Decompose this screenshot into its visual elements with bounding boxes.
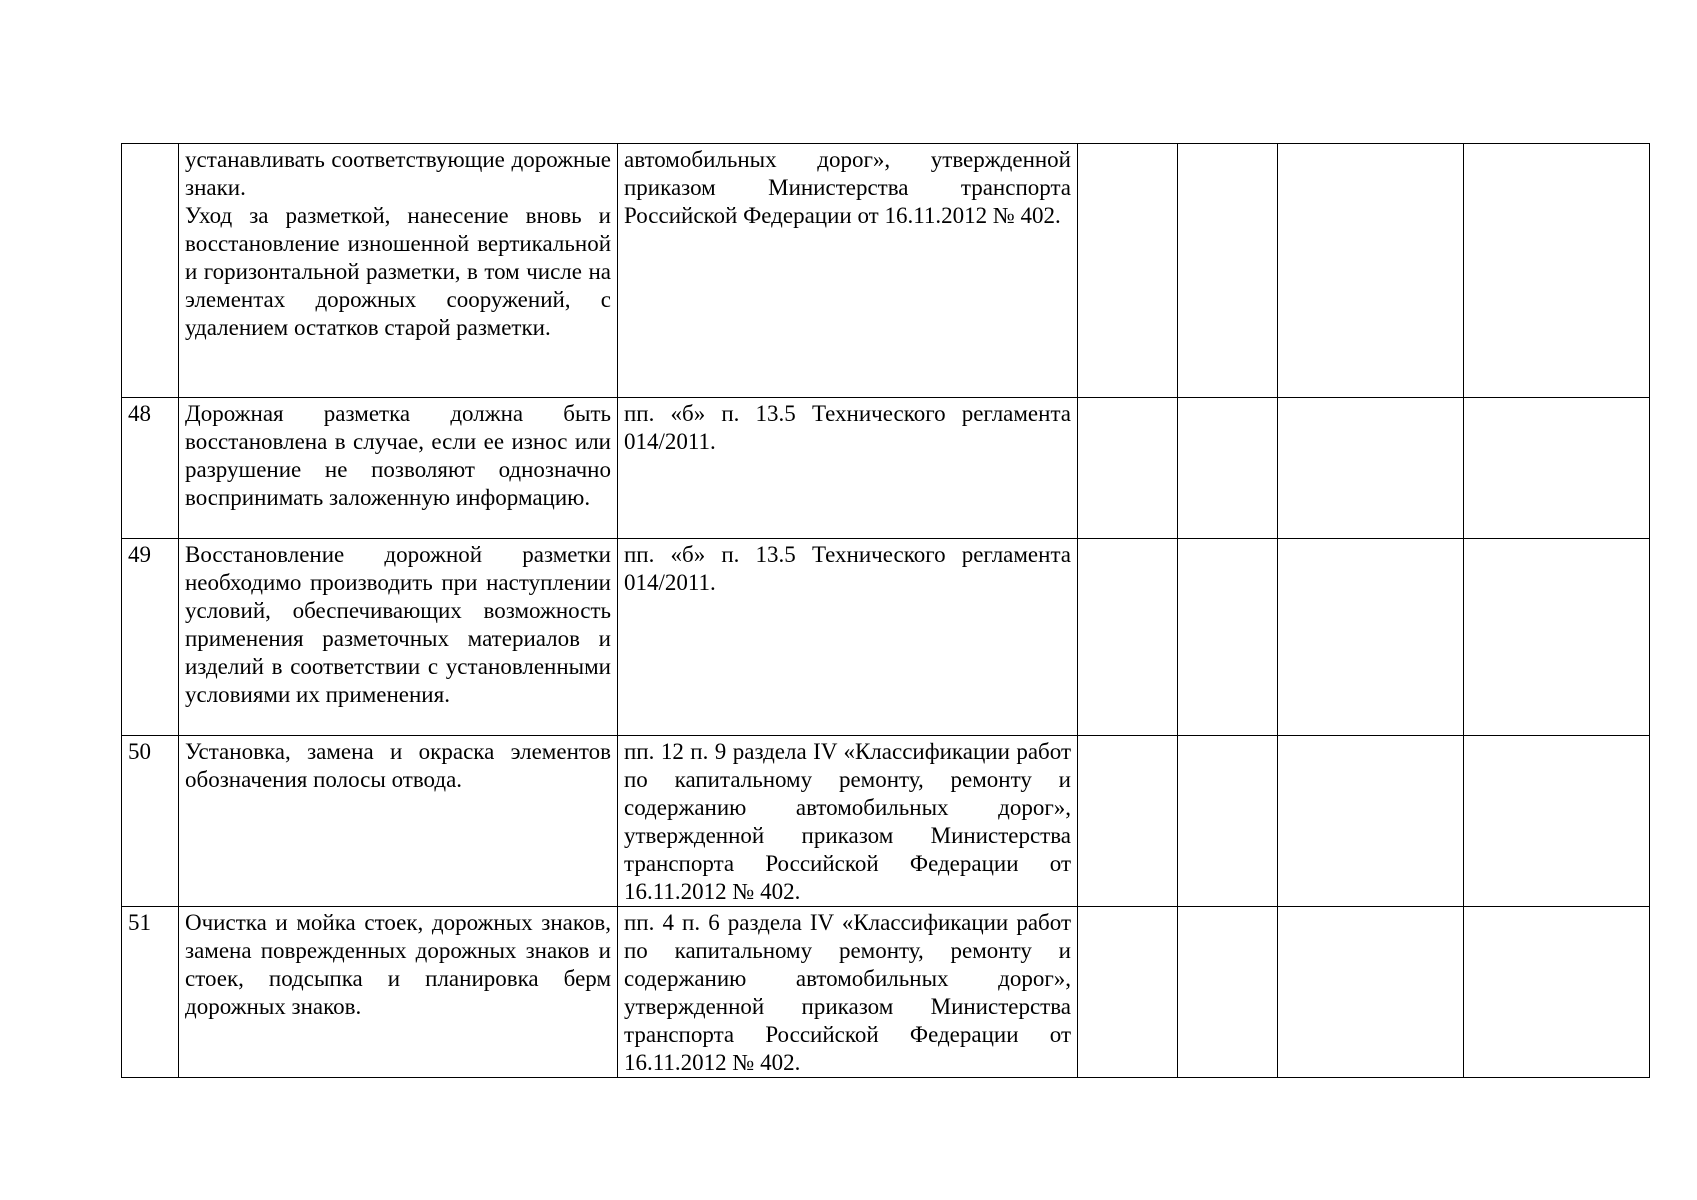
empty-cell [1278,398,1464,539]
requirement-cell [179,736,618,907]
requirement-text: Восстановление дорожной разметки необходимо производить при наступлении условий, обеспечивающих возможность применения разметочных материалов и изделий в соответствии с установленными условиями их применения. [185,542,611,707]
reference-text: пп. «б» п. 13.5 Технического регламента 014/2011. [624,401,1071,454]
table-row [122,907,1650,1078]
reference-cell [618,539,1078,736]
row-number-cell: 50 [122,736,179,907]
empty-cell [1078,736,1178,907]
reference-text: пп. «б» п. 13.5 Технического регламента 014/2011. [624,542,1071,595]
empty-cell [1278,539,1464,736]
requirement-text: Дорожная разметка должна быть восстановлена в случае, если ее износ или разрушение не позволяют однозначно воспринимать заложенную информацию. [185,401,611,510]
empty-cell [1178,736,1278,907]
reference-text: пп. 4 п. 6 раздела IV «Классификации работ по капитальному ремонту, ремонту и содержанию автомобильных дорог», утвержденной приказом Министерства транспорта Российской Федерации от 16.11.2012 № 402. [624,910,1071,1075]
requirements-table [121,143,1650,1078]
table-row [122,398,1650,539]
requirement-text: Очистка и мойка стоек, дорожных знаков, замена поврежденных дорожных знаков и стоек, подсыпка и планировка берм дорожных знаков. [185,910,611,1019]
row-number-cell: 51 [122,907,179,1078]
reference-cell [618,398,1078,539]
row-number-cell: 48 [122,398,179,539]
empty-cell [1178,398,1278,539]
empty-cell [1464,398,1650,539]
empty-cell [1464,144,1650,398]
reference-cell [618,144,1078,398]
empty-cell [1078,539,1178,736]
reference-cell [618,736,1078,907]
requirement-cell [179,398,618,539]
empty-cell [1178,144,1278,398]
empty-cell [1278,144,1464,398]
empty-cell [1464,736,1650,907]
reference-text: автомобильных дорог», утвержденной приказом Министерства транспорта Российской Федерации от 16.11.2012 № 402. [624,147,1071,228]
row-number-cell: 49 [122,539,179,736]
requirement-cell [179,539,618,736]
empty-cell [1078,907,1178,1078]
empty-cell [1278,907,1464,1078]
empty-cell [1278,736,1464,907]
requirement-text: Установка, замена и окраска элементов обозначения полосы отвода. [185,739,611,792]
requirement-text: Уход за разметкой, нанесение вновь и восстановление изношенной вертикальной и горизонтальной разметки, в том числе на элементах дорожных сооружений, с удалением остатков старой разметки. [185,203,611,340]
empty-cell [1178,907,1278,1078]
row-number-cell [122,144,179,398]
table-row [122,736,1650,907]
reference-text: пп. 12 п. 9 раздела IV «Классификации работ по капитальному ремонту, ремонту и содержанию автомобильных дорог», утвержденной приказом Министерства транспорта Российской Федерации от 16.11.2012 № 402. [624,739,1071,904]
requirement-cell [179,144,618,398]
empty-cell [1078,398,1178,539]
table-row [122,539,1650,736]
requirement-text: устанавливать соответствующие дорожные знаки. [185,147,611,200]
reference-cell [618,907,1078,1078]
empty-cell [1464,907,1650,1078]
empty-cell [1078,144,1178,398]
table-row [122,144,1650,398]
empty-cell [1178,539,1278,736]
empty-cell [1464,539,1650,736]
requirement-cell [179,907,618,1078]
